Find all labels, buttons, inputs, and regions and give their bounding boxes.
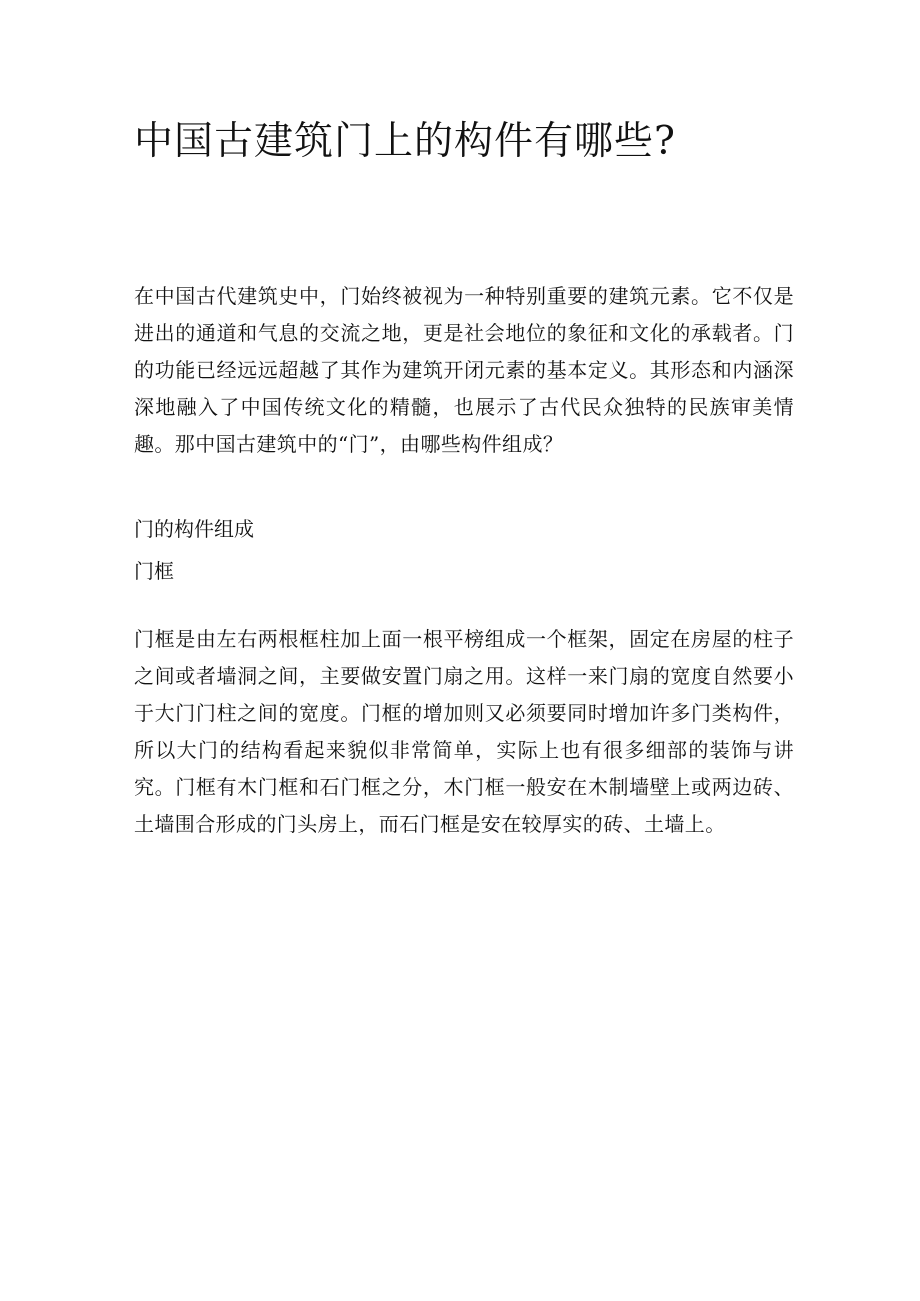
- section-heading: 门的构件组成: [134, 517, 254, 541]
- intro-paragraph: 在中国古代建筑史中，门始终被视为一种特别重要的建筑元素。它不仅是进出的通道和气息的交流之地，更是社会地位的象征和文化的承载者。门的功能已经远远超越了其作为建筑开闭元素的基本定义。其形态和内涵深深地融入了中国传统文化的精髓，也展示了古代民众独特的民族审美情趣。那中国古建筑中的“门”，由哪些构件组成？: [134, 284, 794, 456]
- subsection-heading: 门框: [134, 559, 174, 583]
- document-title: 中国古建筑门上的构件有哪些?: [134, 119, 676, 164]
- door-frame-paragraph: 门框是由左右两根框柱加上面一根平榜组成一个框架，固定在房屋的柱子之间或者墙洞之间，主要做安置门扇之用。这样一来门扇的宽度自然要小于大门门柱之间的宽度。门框的增加则又必须要同时增加许多门类构件，所以大门的结构看起来貌似非常简单，实际上也有很多细部的装饰与讲究。门框有木门框和石门框之分，木门框一般安在木制墙壁上或两边砖、土墙围合形成的门头房上，而石门框是安在较厚实的砖、土墙上。: [134, 627, 794, 836]
